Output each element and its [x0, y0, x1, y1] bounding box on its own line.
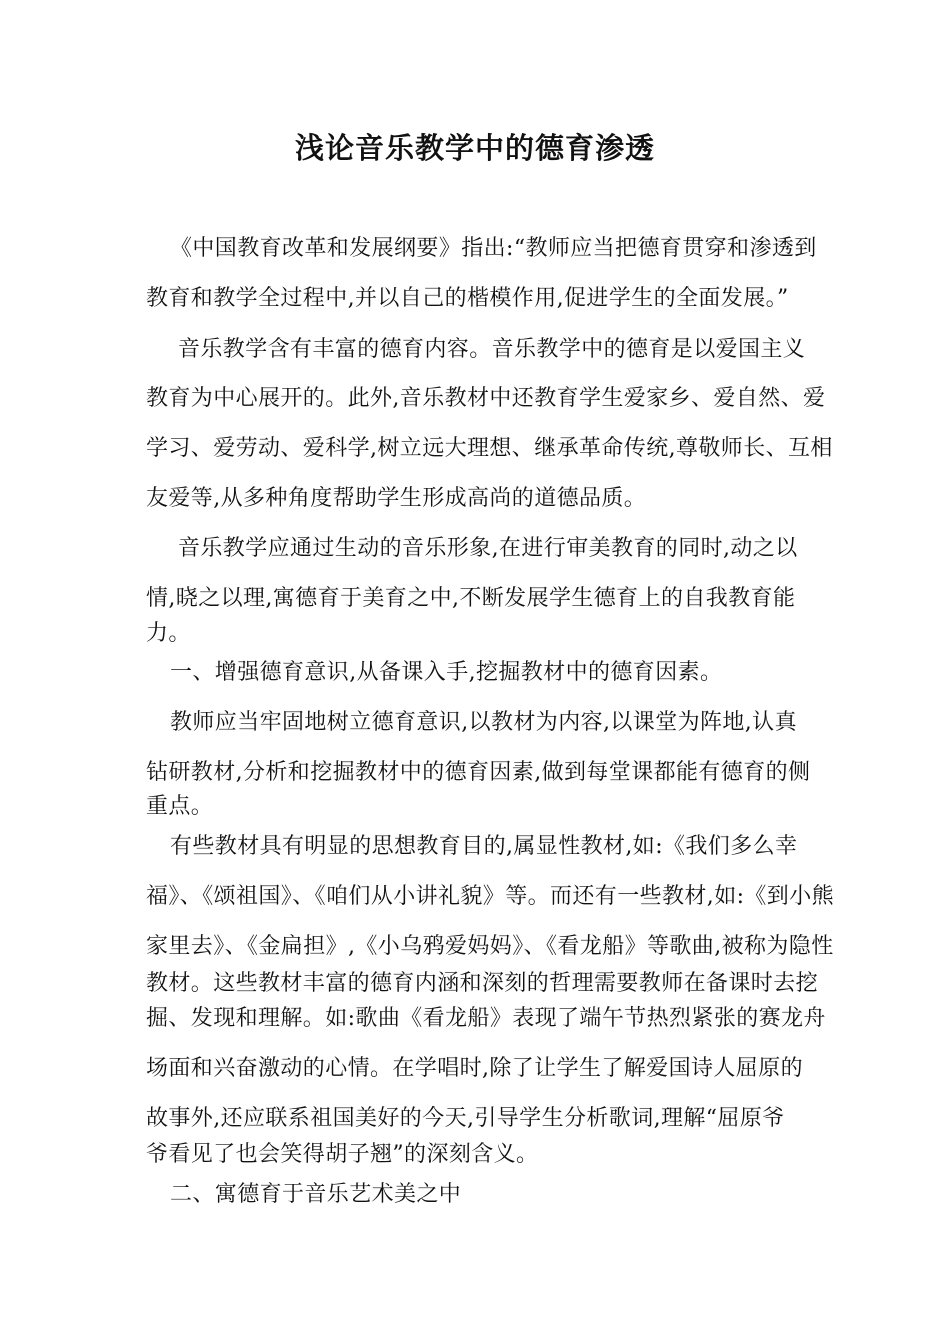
paragraph-line-2: 教育和教学全过程中,并以自己的楷模作用,促进学生的全面发展。” — [146, 286, 789, 311]
paragraph-line-1: 《中国教育改革和发展纲要》指出:“教师应当把德育贯穿和渗透到 — [170, 236, 817, 261]
document-title: 浅论音乐教学中的德育渗透 — [294, 131, 655, 165]
paragraph-line-6: 友爱等,从多种角度帮助学生形成高尚的道德品质。 — [146, 486, 647, 511]
paragraph-line-14: 福》、《颂祖国》、《咱们从小讲礼貌》等。而还有一些教材,如:《到小熊 — [146, 884, 835, 909]
paragraph-line-20: 爷看见了也会笑得胡子翘”的深刻含义。 — [146, 1142, 539, 1167]
paragraph-line-12: 重点。 — [146, 794, 214, 819]
paragraph-line-4: 教育为中心展开的。此外,音乐教材中还教育学生爱家乡、爱自然、爱 — [146, 386, 826, 411]
paragraph-line-8: 情,晓之以理,寓德育于美育之中,不断发展学生德育上的自我教育能 — [146, 586, 796, 611]
paragraph-line-15: 家里去》、《金扁担》,《小乌鸦爱妈妈》、《看龙船》等歌曲,被称为隐性 — [146, 934, 834, 959]
paragraph-line-11: 钻研教材,分析和挖掘教材中的德育因素,做到每堂课都能有德育的侧 — [146, 760, 811, 785]
paragraph-line-7: 音乐教学应通过生动的音乐形象,在进行审美教育的同时,动之以 — [178, 536, 798, 561]
paragraph-line-19: 故事外,还应联系祖国美好的今天,引导学生分析歌词,理解“屈原爷 — [146, 1106, 785, 1131]
paragraph-line-5: 学习、爱劳动、爱科学,树立远大理想、继承革命传统,尊敬师长、互相 — [146, 436, 833, 461]
paragraph-line-18: 场面和兴奋激动的心情。在学唱时,除了让学生了解爱国诗人屈原的 — [146, 1056, 803, 1081]
section-heading-2: 二、寓德育于音乐艺术美之中 — [170, 1182, 462, 1207]
paragraph-line-17: 掘、发现和理解。如:歌曲《看龙船》表现了端午节热烈紧张的赛龙舟 — [146, 1006, 826, 1031]
section-heading-1: 一、增强德育意识,从备课入手,挖掘教材中的德育因素。 — [170, 660, 723, 685]
paragraph-line-16: 教材。这些教材丰富的德育内涵和深刻的哲理需要教师在备课时去挖 — [146, 971, 819, 996]
paragraph-line-13: 有些教材具有明显的思想教育目的,属显性教材,如:《我们多么幸 — [170, 834, 798, 859]
paragraph-line-10: 教师应当牢固地树立德育意识,以教材为内容,以课堂为阵地,认真 — [170, 710, 797, 735]
paragraph-line-3: 音乐教学含有丰富的德育内容。音乐教学中的德育是以爱国主义 — [178, 337, 806, 362]
paragraph-line-9: 力。 — [146, 621, 191, 646]
